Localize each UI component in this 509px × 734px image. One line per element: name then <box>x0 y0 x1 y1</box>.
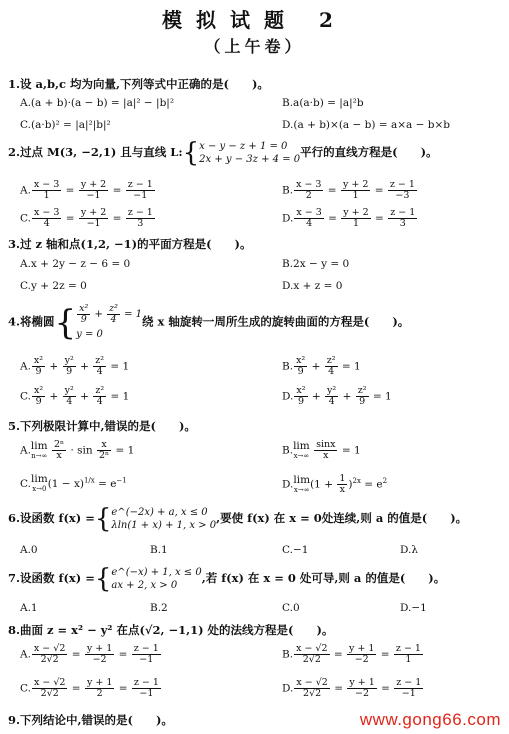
q4-d-label: D. <box>282 390 294 403</box>
page-subtitle: （上午卷） <box>204 37 305 56</box>
frac <box>126 208 155 229</box>
num: x² <box>296 355 306 366</box>
frac <box>32 208 61 229</box>
q4-c-label: C. <box>20 390 31 403</box>
frac <box>97 440 111 461</box>
frac <box>63 356 76 377</box>
q2-d-label: D. <box>282 212 294 225</box>
den: 4 <box>110 314 117 325</box>
frac <box>388 208 417 229</box>
q7-option-c: C.0 <box>282 602 300 614</box>
q4-plane-eq: y = 0 <box>76 329 103 340</box>
num: y + 2 <box>80 179 107 190</box>
den: 1 <box>405 654 412 665</box>
den: −1 <box>86 218 101 229</box>
lim: lim n→∞ <box>30 439 48 460</box>
q8-option-a: A. $\frac{x - √2}{2√2}$ = $\frac{y + 1}{-2}$ = $\frac{z - 1}{-1}$ <box>20 643 159 665</box>
num: z − 1 <box>396 677 422 688</box>
q6-stem-start: 6.设函数 f(x) = <box>8 511 95 525</box>
den: 4 <box>328 366 335 377</box>
q6-option-a: A.0 <box>20 544 38 556</box>
q8-option-b: B. $\frac{x - √2}{2√2}$ = $\frac{y + 1}{-2}$ = $\frac{z - 1}{1}$ <box>282 643 421 665</box>
den: 2 <box>305 190 312 201</box>
den: 4 <box>66 396 73 407</box>
q4-brace: { <box>54 302 77 343</box>
q7-case-1: e^(−x) + 1, x ≤ 0 <box>111 567 202 578</box>
num: y² <box>327 385 337 396</box>
frac <box>294 208 323 229</box>
num: y + 1 <box>349 677 375 688</box>
frac <box>294 678 329 699</box>
q1-option-b: B.a(a·b) = |a|²b <box>282 97 364 109</box>
q3-option-a: A.x + 2y − z − 6 = 0 <box>20 258 131 270</box>
frac <box>32 356 45 377</box>
frac <box>341 208 370 229</box>
num: x² <box>33 355 44 366</box>
q3-option-d: D.x + z = 0 <box>282 280 343 292</box>
q7-stem-start: 7.设函数 f(x) = <box>8 571 95 585</box>
q4-stem-start: 4.将椭圆 <box>8 314 55 329</box>
num: x² <box>79 303 89 314</box>
q5-c-label: C. <box>20 478 31 490</box>
den: 4 <box>43 218 50 229</box>
den: 3 <box>399 218 406 229</box>
q2-stem-end: 平行的直线方程是( )。 <box>300 145 438 159</box>
den: 4 <box>306 218 313 229</box>
frac <box>388 180 417 201</box>
frac <box>394 678 423 699</box>
frac <box>79 208 108 229</box>
q8-d-label: D. <box>282 682 294 695</box>
num: z² <box>95 355 105 366</box>
frac <box>85 644 114 665</box>
frac <box>337 474 347 495</box>
num: x² <box>34 385 44 396</box>
frac <box>52 440 66 461</box>
q8-b-label: B. <box>282 648 294 661</box>
q7-cases <box>111 566 201 592</box>
num: y + 1 <box>86 677 113 688</box>
den: 1 <box>352 218 360 229</box>
den: 9 <box>297 366 304 377</box>
num: 2ⁿ <box>53 439 65 450</box>
q4-ellipse-system <box>76 304 142 341</box>
q6-brace: { <box>94 504 112 534</box>
q6-option-d: D.λ <box>400 544 419 556</box>
q1-option-c: C.(a·b)² = |a|²|b|² <box>20 119 111 131</box>
q8-option-c: C. $\frac{x - √2}{2√2}$ = $\frac{y + 1}{2}$ = $\frac{z - 1}{-1}$ <box>20 677 159 699</box>
q2-option-a: A. $\frac{x - 3}{1}$ = $\frac{y + 2}{-1}$ = $\frac{z - 1}{-1}$ <box>20 179 153 201</box>
q8-c-label: C. <box>20 682 31 695</box>
frac <box>126 180 155 201</box>
num: y + 2 <box>343 207 369 218</box>
q7-brace: { <box>94 564 112 594</box>
q4-ellipse-eq: $\frac{\text{x²}}{9}$ + $\frac{\text{z²}}{4}$ = 1 <box>79 303 143 325</box>
q3-option-c: C.y + 2z = 0 <box>20 280 87 292</box>
den: −2 <box>92 654 107 665</box>
frac <box>85 678 114 699</box>
den: −2 <box>354 654 369 665</box>
num: z − 1 <box>395 643 421 654</box>
num: z − 1 <box>389 179 415 190</box>
frac <box>394 644 423 665</box>
den: −1 <box>133 190 148 201</box>
question-4 <box>8 304 409 341</box>
den: 1 <box>352 190 359 201</box>
den: 2√2 <box>303 688 322 699</box>
q6-option-b: B.1 <box>150 544 168 556</box>
question-7 <box>8 566 445 592</box>
page-title: 模拟试题 2 <box>162 8 347 32</box>
num: z² <box>95 385 105 396</box>
den: 2√2 <box>40 688 59 699</box>
den: 2√2 <box>302 654 321 665</box>
num: 1 <box>339 473 346 484</box>
num: z − 1 <box>127 179 153 190</box>
num: x − √2 <box>296 643 328 654</box>
frac <box>132 678 161 699</box>
den: −1 <box>139 654 154 665</box>
q2-option-b: B. $\frac{x - 3}{2}$ = $\frac{y + 2}{1}$ = $\frac{z - 1}{-3}$ <box>282 179 415 201</box>
den: −2 <box>355 688 370 699</box>
frac <box>93 386 106 407</box>
num: x − √2 <box>34 677 66 688</box>
q8-a-label: A. <box>20 648 31 661</box>
num: y + 1 <box>349 643 375 654</box>
num: x − 3 <box>296 179 322 190</box>
frac <box>325 386 338 407</box>
q4-option-a: A. $\frac{\text{x²}}{9}$ + $\frac{\text{y²}}{9}$ + $\frac{\text{z²}}{4}$ = 1 <box>20 355 130 377</box>
num: x − √2 <box>296 677 328 688</box>
q6-case-2: λln(1 + x) + 1, x > 0 <box>111 520 217 531</box>
q6-option-c: C.−1 <box>282 544 309 556</box>
num: z − 1 <box>390 207 416 218</box>
num: x − 3 <box>33 179 60 190</box>
question-3: 3.过 z 轴和点(1,2, −1)的平面方程是( )。 <box>8 237 252 251</box>
num: x − 3 <box>34 207 60 218</box>
den: −1 <box>86 190 101 201</box>
num: z − 1 <box>127 207 153 218</box>
lim: lim x→∞ <box>293 439 310 460</box>
question-2 <box>8 140 438 166</box>
q1-option-d: D.(a + b)×(a − b) = a×a − b×b <box>282 119 450 131</box>
q2-c-label: C. <box>20 212 31 225</box>
question-5: 5.下列极限计算中,错误的是( )。 <box>8 419 196 433</box>
frac <box>77 304 90 325</box>
frac <box>93 356 106 377</box>
den: 1 <box>43 190 50 201</box>
q7-option-d: D.−1 <box>400 602 427 614</box>
num: sinx <box>316 439 336 450</box>
q5-option-b: B.lim x→∞ $\frac{\sin x}{x}$ = 1 <box>282 439 361 461</box>
q5-b-label: B. <box>282 444 294 457</box>
den: 4 <box>328 396 335 407</box>
den: x <box>323 450 329 461</box>
frac <box>79 180 108 201</box>
frac <box>32 180 61 201</box>
lim: lim x→∞ <box>293 473 311 494</box>
frac <box>325 356 338 377</box>
question-9: 9.下列结论中,错误的是( )。 <box>8 713 173 727</box>
q1-option-a: A.(a + b)·(a − b) = |a|² − |b|² <box>20 97 175 109</box>
den: 9 <box>297 396 304 407</box>
q5-option-d: D.lim x→∞ (1 + $\frac{1}{x}$ )$^{2x} = e^2$ <box>282 473 388 495</box>
q2-option-c: C. $\frac{x - 3}{4}$ = $\frac{y + 2}{-1}$ = $\frac{z - 1}{3}$ <box>20 207 153 229</box>
q6-stem-end: ,要使 f(x) 在 x = 0处连续,则 a 的值是( )。 <box>216 511 468 525</box>
question-6 <box>8 506 467 532</box>
num: y + 2 <box>342 179 369 190</box>
q2-b-label: B. <box>282 184 294 197</box>
site-watermark: www.gong66.com <box>359 710 501 729</box>
num: x² <box>296 385 306 396</box>
den: −1 <box>139 688 154 699</box>
num: z − 1 <box>133 677 159 688</box>
den: −1 <box>401 688 416 699</box>
frac <box>294 386 307 407</box>
frac <box>32 644 67 665</box>
num: y + 2 <box>80 207 107 218</box>
q7-option-a: A.1 <box>20 602 38 614</box>
frac <box>32 678 67 699</box>
den: 2√2 <box>40 654 59 665</box>
num: y² <box>64 385 74 396</box>
frac <box>341 180 370 201</box>
frac <box>294 644 329 665</box>
den: x <box>56 450 62 461</box>
frac <box>63 386 76 407</box>
frac <box>132 644 161 665</box>
num: z² <box>326 355 336 366</box>
q4-option-c: C. $\frac{\text{x²}}{9}$ + $\frac{\text{y²}}{4}$ + $\frac{\text{z²}}{4}$ = 1 <box>20 385 130 407</box>
q4-b-label: B. <box>282 360 294 373</box>
num: y + 1 <box>86 643 113 654</box>
frac <box>294 180 323 201</box>
den: 9 <box>35 366 42 377</box>
num: x <box>97 440 111 451</box>
den: 3 <box>137 218 144 229</box>
den: 9 <box>80 314 87 325</box>
num: z² <box>357 385 367 396</box>
q7-option-b: B.2 <box>150 602 168 614</box>
num: z − 1 <box>133 643 159 654</box>
den: 9 <box>66 366 73 377</box>
q2-option-d: D. $\frac{x - 3}{4}$ = $\frac{y + 2}{1}$ = $\frac{z - 1}{3}$ <box>282 207 416 229</box>
q2-line-eq2: 2x + y − 3z + 4 = 0 <box>199 154 301 165</box>
frac <box>314 440 337 461</box>
q2-stem-start: 2.过点 M(3, −2,1) 且与直线 L: <box>8 145 183 159</box>
q2-a-label: A. <box>20 184 31 197</box>
den: 9 <box>359 396 366 407</box>
question-8: 8.曲面 z = x² − y² 在点(√2, −1,1) 处的法线方程是( )。 <box>8 623 334 637</box>
q7-case-2: ax + 2, x > 0 <box>111 580 178 591</box>
q4-option-d: D. $\frac{\text{x²}}{9}$ + $\frac{\text{y²}}{4}$ + $\frac{\text{z²}}{9}$ = 1 <box>282 385 392 407</box>
den: 2ⁿ <box>98 450 110 461</box>
q5-d-label: D. <box>282 478 294 491</box>
den: 4 <box>96 366 103 377</box>
q5-option-c: C.lim x→0 $(1 - x)^{1/x} = e^{-1}$ <box>20 473 127 493</box>
frac <box>32 386 45 407</box>
q2-line-eq1: x − y − z + 1 = 0 <box>199 141 288 152</box>
q2-line-system <box>199 140 300 166</box>
q4-option-b: B. $\frac{\text{x²}}{9}$ + $\frac{\text{z²}}{4}$ = 1 <box>282 355 361 377</box>
q5-option-a: A.lim n→∞ $\frac{\text{2ⁿ}}{x}$ · sin $\frac{x}{\text{2ⁿ}}$ = 1 <box>20 439 135 461</box>
q4-a-label: A. <box>20 360 31 373</box>
frac <box>107 304 120 325</box>
q6-case-1: e^(−2x) + a, x ≤ 0 <box>111 507 208 518</box>
frac <box>347 678 376 699</box>
den: −3 <box>395 190 410 201</box>
frac <box>294 356 307 377</box>
den: 2 <box>96 688 103 699</box>
q2-brace: { <box>182 138 200 168</box>
lim: lim x→0 <box>31 473 48 493</box>
den: x <box>339 484 346 495</box>
q5-a-label: A. <box>20 444 31 457</box>
num: x − √2 <box>33 643 66 654</box>
q3-option-b: B.2x − y = 0 <box>282 258 350 270</box>
q4-stem-end: 绕 x 轴旋转一周所生成的旋转曲面的方程是( )。 <box>142 314 410 329</box>
frac <box>356 386 369 407</box>
frac <box>347 644 376 665</box>
num: y² <box>64 355 74 366</box>
num: x − 3 <box>296 207 322 218</box>
q7-stem-end: ,若 f(x) 在 x = 0 处可导,则 a 的值是( )。 <box>201 571 446 585</box>
den: 4 <box>96 396 103 407</box>
den: 9 <box>35 396 42 407</box>
question-1: 1.设 a,b,c 均为向量,下列等式中正确的是( )。 <box>8 77 269 91</box>
q8-option-d: D. $\frac{x - √2}{2√2}$ = $\frac{y + 1}{-2}$ = $\frac{z - 1}{-1}$ <box>282 677 422 699</box>
q6-cases <box>111 506 216 532</box>
num: z² <box>109 303 118 314</box>
